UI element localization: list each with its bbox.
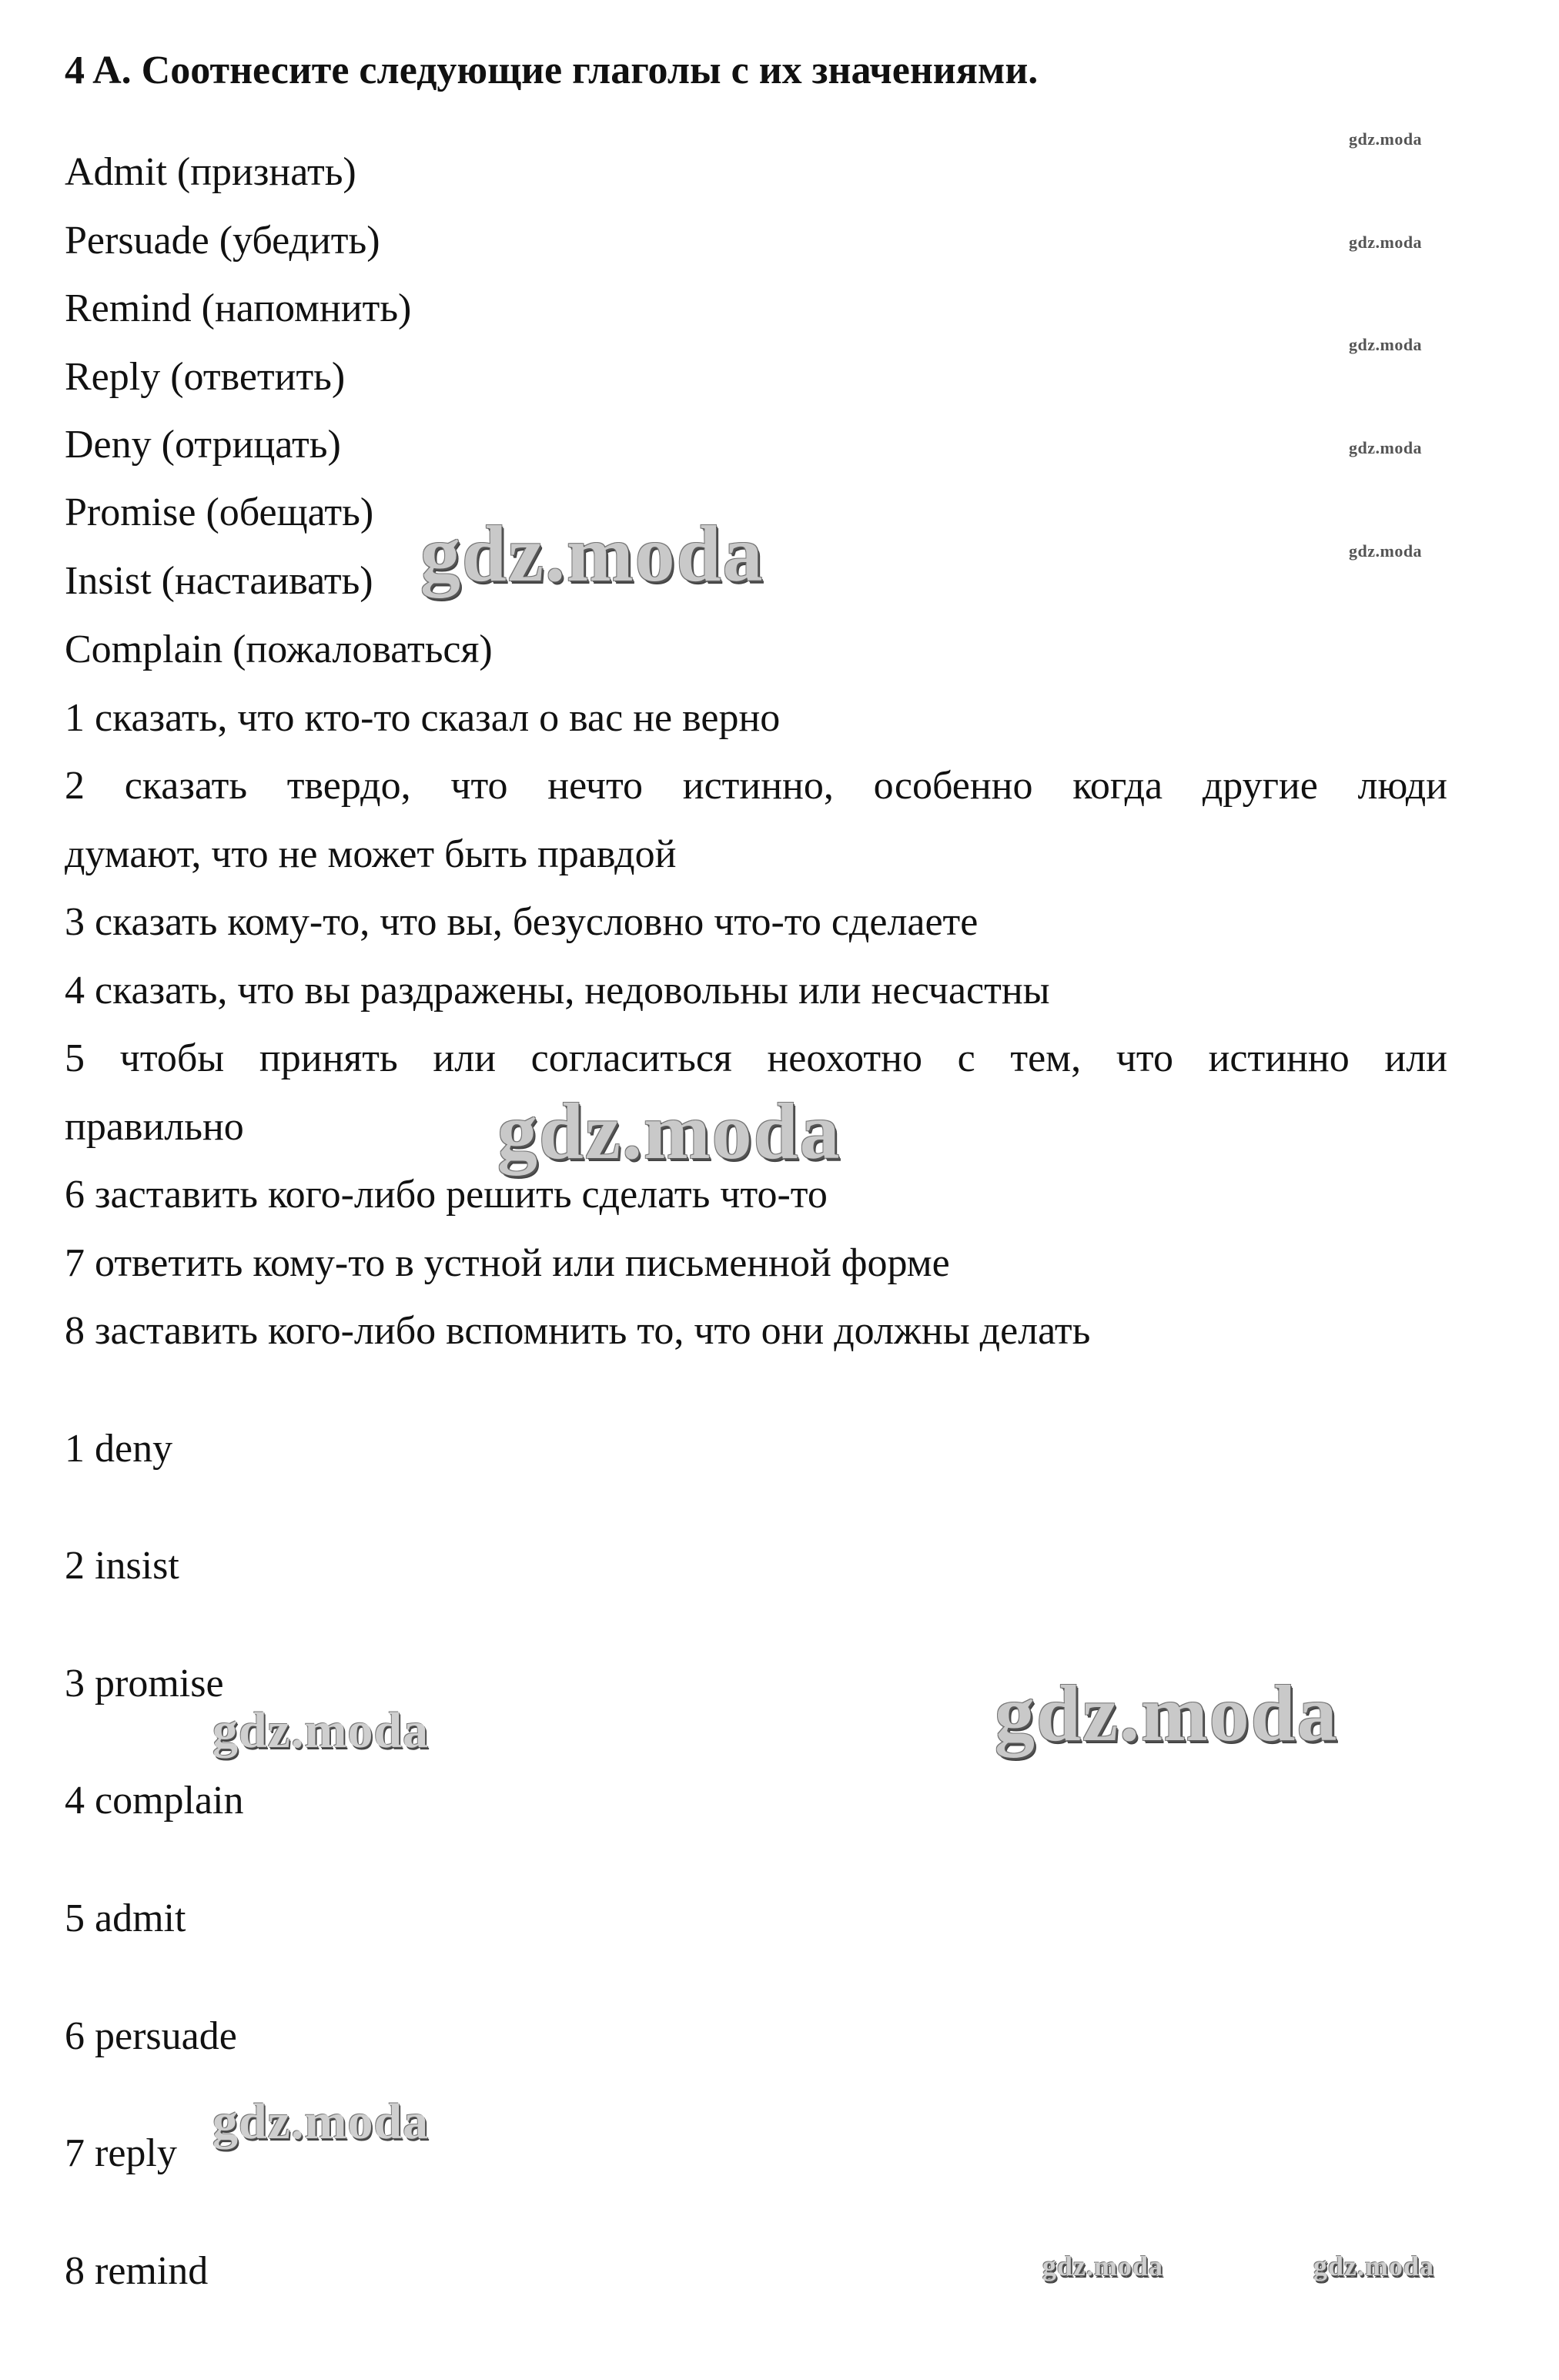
verb-item: Reply (ответить) xyxy=(65,355,346,399)
watermark-large: gdz.moda xyxy=(420,510,764,598)
watermark-large: gdz.moda xyxy=(497,1087,841,1176)
definition-item: 2 сказать твердо, что нечто истинно, особенно когда другие люди xyxy=(65,764,1447,808)
watermark-medium: gdz.moda xyxy=(212,2094,430,2150)
verb-item: Promise (обещать) xyxy=(65,490,374,534)
definition-item: 5 чтобы принять или согласиться неохотно с тем, что истинно или xyxy=(65,1036,1447,1080)
answer-item: 5 admit xyxy=(65,1896,186,1940)
definition-item: 1 сказать, что кто-то сказал о вас не верно xyxy=(65,696,781,740)
answer-item: 4 complain xyxy=(65,1779,244,1823)
answer-item: 7 reply xyxy=(65,2131,177,2175)
watermark-small: gdz.moda xyxy=(1349,438,1423,457)
definition-item-continued: правильно xyxy=(65,1105,244,1149)
verb-item: Deny (отрицать) xyxy=(65,423,341,467)
watermark-medium: gdz.moda xyxy=(1042,2251,1164,2281)
watermark-medium: gdz.moda xyxy=(212,1702,430,1759)
verb-item: Insist (настаивать) xyxy=(65,559,373,603)
definition-item: 6 заставить кого-либо решить сделать что-то xyxy=(65,1173,828,1217)
watermark-large: gdz.moda xyxy=(995,1669,1339,1758)
exercise-title: 4 A. Соотнесите следующие глаголы с их значениями. xyxy=(65,49,1039,92)
verb-item: Admit (признать) xyxy=(65,150,356,194)
definition-item-continued: думают, что не может быть правдой xyxy=(65,832,677,876)
definition-item: 7 ответить кому-то в устной или письменной форме xyxy=(65,1241,950,1285)
watermark-small: gdz.moda xyxy=(1349,335,1423,354)
watermark-medium: gdz.moda xyxy=(1313,2251,1435,2281)
watermark-small: gdz.moda xyxy=(1349,129,1423,149)
verb-item: Persuade (убедить) xyxy=(65,219,380,263)
definition-item: 8 заставить кого-либо вспомнить то, что они должны делать xyxy=(65,1309,1091,1353)
answer-item: 3 promise xyxy=(65,1662,224,1705)
answer-item: 8 remind xyxy=(65,2249,209,2293)
definition-item: 4 сказать, что вы раздражены, недовольны или несчастны xyxy=(65,969,1050,1013)
watermark-small: gdz.moda xyxy=(1349,233,1423,252)
answer-item: 2 insist xyxy=(65,1544,179,1588)
watermark-small: gdz.moda xyxy=(1349,541,1423,561)
answer-item: 6 persuade xyxy=(65,2014,237,2058)
verb-item: Remind (напомнить) xyxy=(65,286,412,330)
verb-item: Complain (пожаловаться) xyxy=(65,628,493,671)
definition-item: 3 сказать кому-то, что вы, безусловно что-то сделаете xyxy=(65,900,979,944)
answer-item: 1 deny xyxy=(65,1427,173,1471)
